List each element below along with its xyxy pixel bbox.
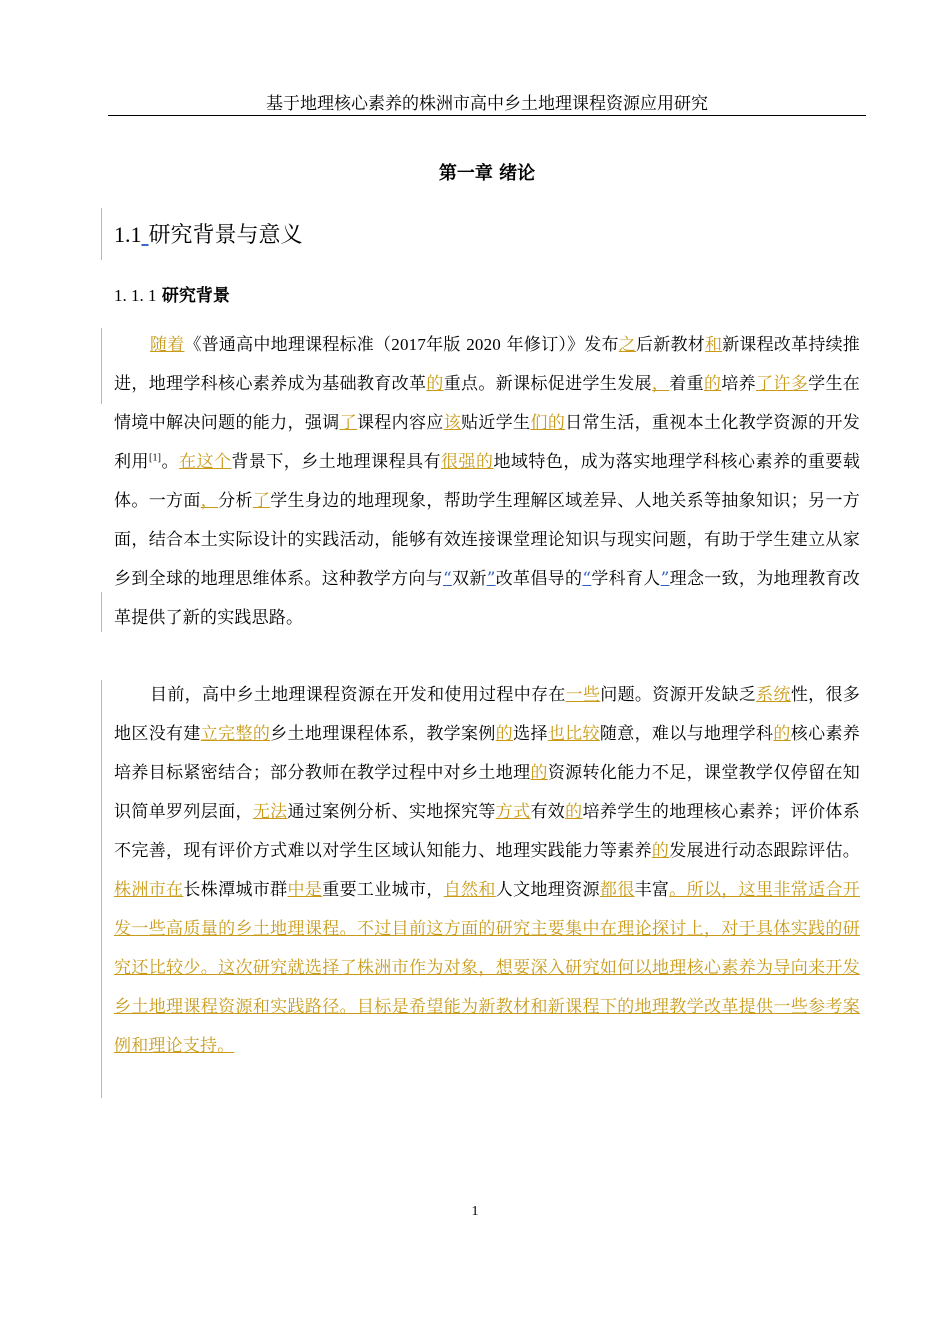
inserted-quote: “ — [443, 569, 452, 589]
text-run: 有效 — [530, 802, 566, 822]
inserted-text: 自然和 — [443, 880, 496, 900]
text-run: 长株潭城市群 — [183, 880, 288, 900]
inserted-text: 系统 — [756, 685, 791, 705]
text-run: 随意，难以与地理学科 — [599, 724, 774, 744]
text-run: 资源转化能力不足，课堂教学仅停留在知识简单罗列层面， — [114, 763, 860, 822]
text-run: 发展进行动态跟踪评估。 — [669, 841, 861, 861]
section-heading — [114, 220, 303, 251]
text-run: 丰富 — [634, 880, 670, 900]
text-run: 培养学生的地理核心素养；评价体系不完善，现有评价方式难以对学生区域认知能力、地理实践能力等素养 — [114, 802, 860, 861]
inserted-text: 的 — [495, 724, 514, 744]
inserted-text: ， — [200, 491, 219, 511]
inserted-text: 的 — [565, 802, 583, 822]
inserted-text: 中是 — [287, 880, 323, 900]
inserted-text: 在这个 — [178, 452, 232, 472]
text-run: 改革倡导的 — [495, 569, 583, 589]
text-run: 目前，高中乡土地理课程资源在开发和使用过程中存在 — [150, 685, 566, 705]
text-run: 《普通高中地理课程标准（ — [184, 335, 392, 355]
change-bar — [101, 592, 102, 632]
text-run: 2017 — [391, 335, 427, 354]
page-number: 1 — [471, 1204, 479, 1219]
inserted-text: 。所以，这里非常适合开发一些高质量的乡土地理课程。不过目前这方面的研究主要集中在理论探讨上，对于具体实践的研究还比较少。这次研究就选择了株洲市作为对象，想要深入研究如何以地理核心素养为导向来开发乡土地理课程资源和实践路径。目标是希望能为新教材和新课程下的地理教学改革提供一些参考案例和理论支持。 — [114, 880, 860, 1056]
inserted-text: 都很 — [599, 880, 635, 900]
inserted-text: 立完整的 — [200, 724, 271, 744]
citation-ref: [1] — [148, 452, 162, 464]
inserted-text: 了 — [252, 491, 271, 511]
text-run: 性，很多地区没有建 — [114, 685, 860, 744]
text-run: 课程内容应 — [356, 413, 444, 433]
inserted-text: ， — [651, 374, 670, 394]
inserted-text: 的 — [426, 374, 444, 394]
change-bar — [101, 328, 102, 404]
section-number: 1.1 — [114, 222, 142, 247]
inserted-text: 该 — [443, 413, 462, 433]
change-bar — [101, 680, 102, 1098]
text-run: 着重 — [669, 374, 704, 394]
text-run: 双新 — [451, 569, 487, 589]
text-run: 分析 — [218, 491, 253, 511]
inserted-text: 也比较 — [547, 724, 600, 744]
text-run: 重要工业城市， — [322, 880, 444, 900]
subsection-heading — [114, 284, 230, 308]
running-header: 基于地理核心素养的株洲市高中乡土地理课程资源应用研究 — [108, 93, 866, 116]
inserted-text: 方式 — [495, 802, 531, 822]
inserted-text: 的 — [651, 841, 670, 861]
inserted-text: 和 — [704, 335, 723, 355]
inserted-text: 很强的 — [441, 452, 494, 472]
inserted-quote: ” — [486, 569, 496, 589]
body-paragraph-2 — [114, 676, 860, 1066]
text-run: 重点。新课标促进学生发展 — [443, 374, 652, 394]
inserted-text: 了许多 — [756, 374, 809, 394]
text-run: 新课程改革持续推进，地理学科核心素养成为基础教育改革 — [114, 335, 861, 394]
inserted-quote: ” — [660, 569, 670, 589]
inserted-quote: “ — [582, 569, 592, 589]
chapter-title: 第一章 绪论 — [438, 163, 536, 184]
text-run: 。 — [161, 452, 179, 472]
text-run: 学科育人 — [591, 569, 661, 589]
inserted-text: 的 — [703, 374, 722, 394]
inserted-text: 株洲市在 — [114, 880, 184, 900]
text-run: 人文地理资源 — [495, 880, 600, 900]
text-run: 2020 — [466, 335, 502, 354]
subsection-number: 1. 1. 1 — [114, 286, 157, 305]
text-run: 学生在情境中解决问题的能力，强调 — [114, 374, 860, 433]
inserted-text: 随着 — [150, 335, 185, 355]
text-run: 年修订）》发布 — [501, 335, 619, 355]
inserted-text: 的 — [773, 724, 791, 744]
text-run: 培养 — [721, 374, 757, 394]
text-run: 问题。资源开发缺乏 — [600, 685, 757, 705]
text-run: 贴近学生 — [461, 413, 531, 433]
inserted-text: 无法 — [252, 802, 288, 822]
text-run: 核心素养培养目标紧密结合；部分教师在教学过程中对乡土地理 — [114, 724, 861, 783]
text-run: 背景下，乡土地理课程具有 — [231, 452, 442, 472]
inserted-text: 们的 — [530, 413, 566, 433]
text-run: 日常生活，重视本土化教学资源的开发利用 — [114, 413, 860, 472]
text-run: 选择 — [513, 724, 548, 744]
inserted-text: 的 — [530, 763, 548, 783]
text-run: 乡土地理课程体系，教学案例 — [270, 724, 496, 744]
change-bar — [101, 208, 102, 260]
subsection-title: 研究背景 — [161, 286, 230, 306]
text-run: 年版 — [426, 335, 467, 355]
text-run: 通过案例分析、实地探究等 — [287, 802, 496, 822]
text-run: 地域特色，成为落实地理学科核心素养的重要载体。一方面 — [114, 452, 861, 511]
text-run: 理念一致，为地理教育改革提供了新的实践思路。 — [114, 569, 861, 628]
section-title: 研究背景与意义 — [148, 223, 303, 248]
text-run: 后新教材 — [636, 335, 705, 355]
body-paragraph-1 — [114, 325, 860, 638]
text-run: 学生身边的地理现象，帮助学生理解区域差异、人地关系等抽象知识；另一方面，结合本土实际设计的实践活动，能够有效连接课堂理论知识与现实问题，有助于学生建立从家乡到全球的地理思维体系。这种教学方向与 — [114, 491, 861, 589]
inserted-text: 了 — [339, 413, 357, 433]
inserted-text: 一些 — [565, 685, 601, 705]
inserted-mark — [142, 223, 149, 248]
inserted-text: 之 — [618, 335, 637, 355]
